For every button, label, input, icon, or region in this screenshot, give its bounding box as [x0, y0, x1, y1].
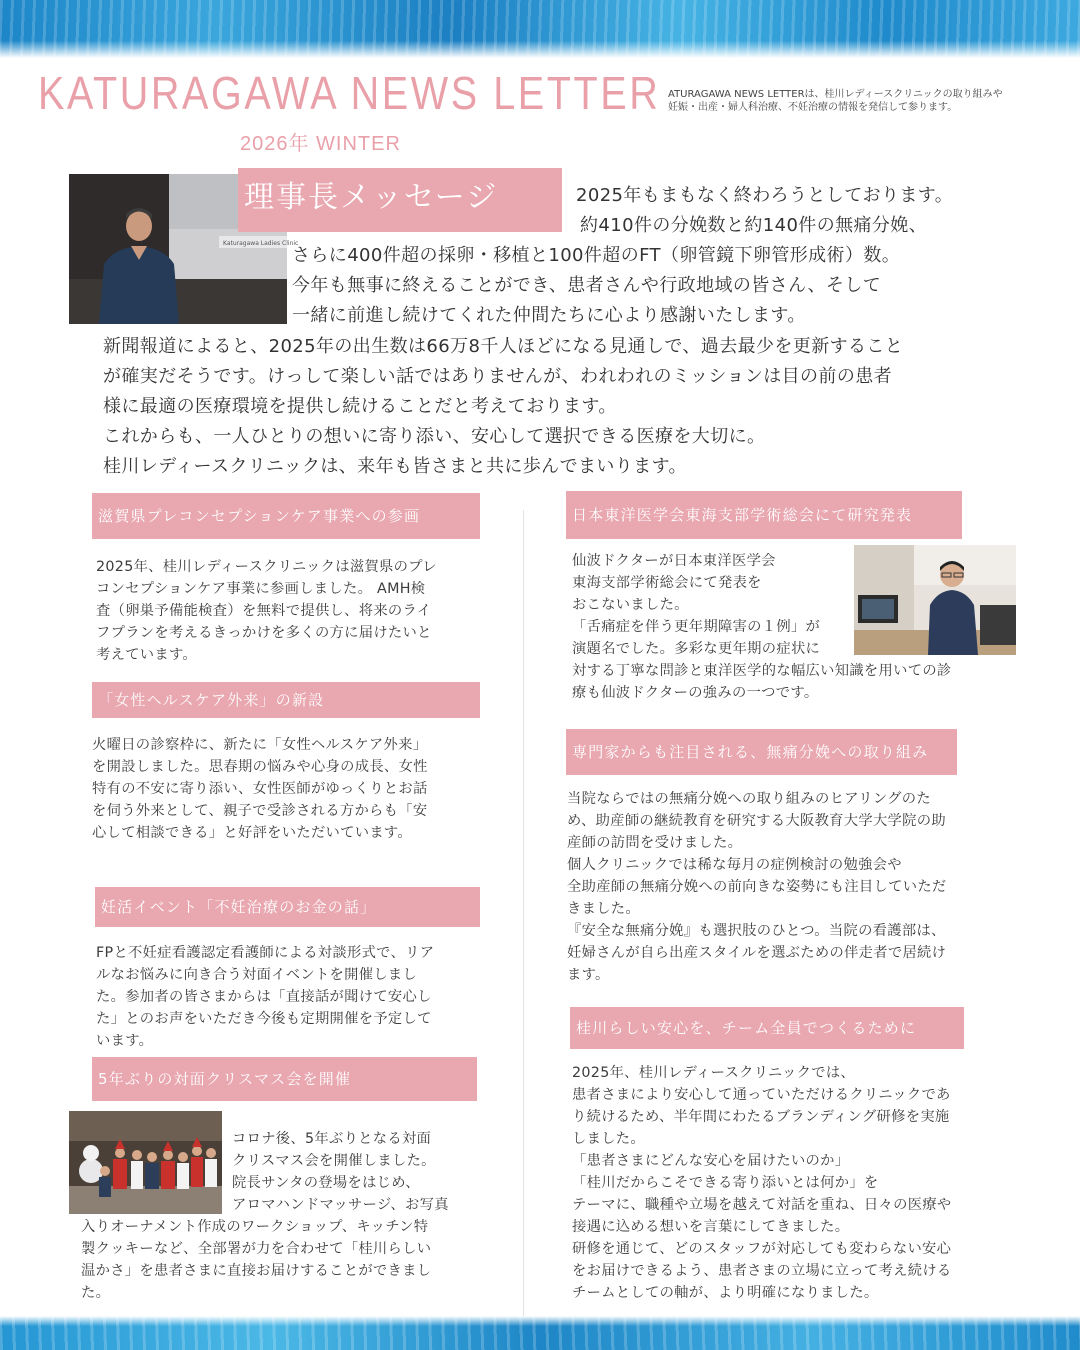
body-line: 個人クリニックでは稀な毎月の症例検討の勉強会や [567, 857, 902, 873]
body-line: 接遇に込める想いを言葉にしてきました。 [572, 1219, 850, 1235]
body-line: を開設しました。思春期の悩みや心身の成長、女性 [92, 759, 428, 775]
body-line: 東海支部学術総会にて発表を [572, 575, 762, 591]
section-body-christmas-top [232, 1128, 492, 1216]
body-line: 妊婦さんが自ら出産スタイルを選ぶための伴走者で居続け [567, 945, 947, 961]
body-line: り続けるため、半年間にわたるブランディング研修を実施 [572, 1109, 950, 1125]
body-line: 心して相談できる」と好評をいただいています。 [92, 825, 412, 841]
section-heading-toyo: 日本東洋医学会東海支部学術総会にて研究発表 [566, 491, 962, 539]
message-heading: 理事長メッセージ [238, 168, 562, 232]
body-line: を伺う外来として、親子で受診される方からも「安 [92, 803, 428, 819]
intro-line: 妊娠・出産・婦人科治療、不妊治療の情報を発信して参ります。 [668, 102, 958, 113]
message-line: 様に最適の医療環境を提供し続けることだと考えております。 [103, 396, 617, 417]
body-line: クリスマス会を開催しました。 [232, 1153, 436, 1169]
message-line: さらに400件超の採卵・移植と100件超のFT（卵管鏡下卵管形成術）数。 [292, 245, 901, 266]
message-line: 約410件の分娩数と約140件の無痛分娩、 [580, 215, 928, 236]
body-line: チームとしての軸が、より明確になりました。 [572, 1285, 879, 1301]
intro-line: ATURAGAWA NEWS LETTERは、桂川レディースクリニックの取り組みや [668, 89, 1003, 100]
body-line: 2025年、桂川レディースクリニックは滋賀県のプレ [96, 559, 437, 575]
body-line: 患者さまにより安心して通っていただけるクリニックであ [572, 1087, 951, 1103]
body-line: た。参加者の皆さまからは「直接話が聞けて安心し [96, 989, 432, 1005]
body-line: め、助産師の継続教育を研究する大阪教育大学大学院の助 [567, 813, 946, 829]
body-line: FPと不妊症看護認定看護師による対談形式で、リア [96, 945, 435, 961]
body-line: ます。 [567, 967, 610, 983]
body-line: テーマに、職種や立場を越えて対話を重ね、日々の医療や [572, 1197, 952, 1213]
christmas-party-photo [69, 1111, 222, 1214]
section-heading-painless: 専門家からも注目される、無痛分娩への取り組み [566, 729, 957, 775]
body-line: しました。 [572, 1131, 645, 1147]
body-line: フプランを考えるきっかけを多くの方に届けたいと [96, 625, 432, 641]
body-line: 「舌痛症を伴う更年期障害の１例」が [572, 619, 821, 635]
top-watercolor-band [0, 0, 1080, 58]
body-line: きました。 [567, 901, 640, 917]
body-line: 演題名でした。多彩な更年期の症状に [572, 641, 821, 657]
body-line: コロナ後、5年ぶりとなる対面 [232, 1131, 432, 1147]
body-line: コンセプションケア事業に参画しました。 AMH検 [96, 581, 426, 597]
body-line: た。 [81, 1285, 111, 1301]
section-body-womens-health [92, 734, 492, 844]
body-line: 査（卵巣予備能検査）を無料で提供し、将来のライ [96, 603, 432, 619]
section-body-painless [567, 788, 1012, 986]
body-line: 『安全な無痛分娩』も選択肢のひとつ。当院の看護部は、 [567, 923, 946, 939]
body-line: た」とのお声をいただき今後も定期開催を予定して [96, 1011, 432, 1027]
column-divider [523, 510, 524, 1316]
body-line: 特有の不安に寄り添い、女性医師がゆっくりとお話 [92, 781, 428, 797]
body-line: 対する丁寧な問診と東洋医学的な幅広い知識を用いての診 [572, 663, 952, 679]
message-line: 2025年もまもなく終わろうとしております。 [576, 185, 954, 206]
message-line: 一緒に前進し続けてくれた仲間たちに心より感謝いたします。 [292, 305, 806, 326]
section-body-christmas-bottom [81, 1216, 501, 1304]
body-line: 院長サンタの登場をはじめ、 [232, 1175, 420, 1191]
body-line: 火曜日の診察枠に、新たに「女性ヘルスケア外来」 [92, 737, 428, 753]
message-line: が確実だそうです。けっして楽しい話ではありませんが、われわれのミッションは目の前の患者 [103, 366, 893, 387]
message-line: 桂川レディースクリニックは、来年も皆さまと共に歩んでまいります。 [103, 456, 687, 477]
bottom-watercolor-band [0, 1316, 1080, 1350]
section-body-team [572, 1062, 1017, 1304]
body-line: アロマハンドマッサージ、お写真 [232, 1197, 449, 1213]
body-line: 仙波ドクターが日本東洋医学会 [572, 553, 776, 569]
section-heading-womens-health: 「女性ヘルスケア外来」の新設 [92, 682, 480, 718]
body-line: 温かさ」を患者さまに直接お届けすることができまし [81, 1263, 432, 1279]
body-line: 全助産師の無痛分娩への前向きな姿勢にも注目していただ [567, 879, 947, 895]
body-line: 療も仙波ドクターの強みの一つです。 [572, 685, 819, 701]
section-body-shiga [96, 556, 496, 666]
newsletter-title: KATURAGAWA NEWS LETTER [38, 67, 661, 119]
body-line: 入りオーナメント作成のワークショップ、キッチン特 [81, 1219, 429, 1235]
section-body-ninkatsu [96, 942, 496, 1052]
body-line: 当院ならではの無痛分娩への取り組みのヒアリングのた [567, 791, 931, 807]
body-line: をお届けできるよう、患者さまの立場に立って考え続ける [572, 1263, 952, 1279]
body-line: 考えています。 [96, 647, 198, 663]
section-heading-shiga: 滋賀県プレコンセプションケア事業への参画 [92, 493, 480, 539]
message-line: 新聞報道によると、2025年の出生数は66万8千人ほどになる見通しで、過去最少を更新すること [103, 336, 904, 357]
body-line: ルなお悩みに向き合う対面イベントを開催しまし [96, 967, 418, 983]
body-line: 産師の訪問を受けました。 [567, 835, 743, 851]
clinic-sign: Katuragawa Ladies Clinic [223, 240, 299, 247]
body-line: 「桂川だからこそできる寄り添いとは何か」を [572, 1175, 879, 1191]
section-heading-ninkatsu: 妊活イベント「不妊治療のお金の話」 [95, 887, 480, 927]
section-body-toyo [572, 550, 1012, 704]
body-line: 製クッキーなど、全部署が力を合わせて「桂川らしい [81, 1241, 432, 1257]
section-heading-team: 桂川らしい安心を、チーム全員でつくるために [570, 1007, 964, 1049]
newsletter-intro [668, 88, 1018, 114]
issue-label: 2026年 WINTER [240, 133, 401, 155]
body-line: います。 [96, 1033, 154, 1049]
body-line: おこないました。 [572, 597, 689, 613]
message-line: これからも、一人ひとりの想いに寄り添い、安心して選択できる医療を大切に。 [103, 426, 766, 447]
body-line: 「患者さまにどんな安心を届けたいのか」 [572, 1153, 850, 1169]
message-line: 今年も無事に終えることができ、患者さんや行政地域の皆さん、そして [292, 275, 882, 296]
body-line: 2025年、桂川レディースクリニックでは、 [572, 1065, 856, 1081]
body-line: 研修を通じて、どのスタッフが対応しても変わらない安心 [572, 1241, 952, 1257]
section-heading-christmas: 5年ぶりの対面クリスマス会を開催 [92, 1057, 477, 1101]
